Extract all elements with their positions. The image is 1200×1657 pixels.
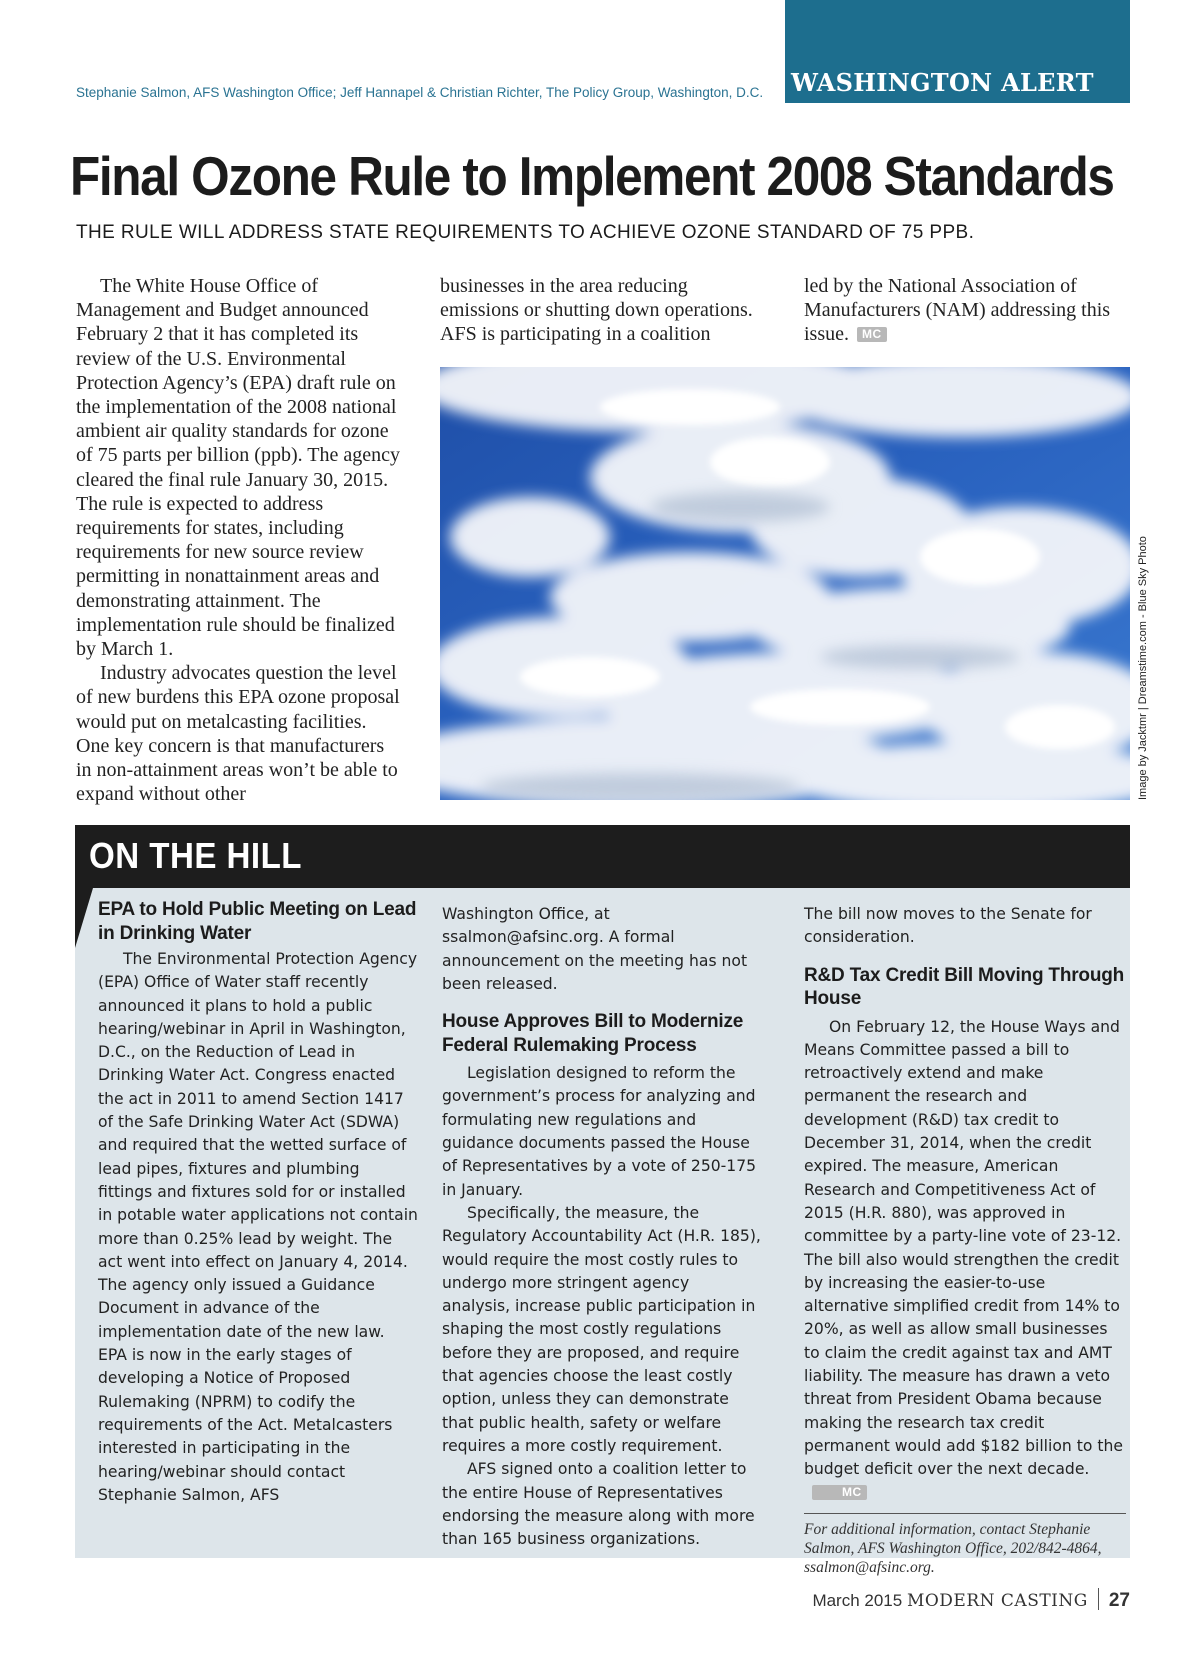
sky-image xyxy=(440,367,1130,800)
footer-separator xyxy=(1098,1588,1099,1610)
article-column-1 xyxy=(76,274,401,806)
article-paragraph: The White House Office of Management and Budget announced February 2 that it has completed its review of the U.S. Environmental Protection Agency’s (EPA) draft rule on the implementation of the 2008 national ambient air quality standards for ozone of 75 parts per billion (ppb). The agency cleared the final rule January 30, 2015. The rule is expected to address requirements for states, including requirements for new source review permitting in nonattainment areas and demonstrating attainment. The implementation rule should be finalized by March 1. xyxy=(76,275,400,661)
divider xyxy=(804,1513,1126,1514)
article-paragraph: businesses in the area reducing emissions or shutting down operations. AFS is participating in a coalition xyxy=(440,275,753,346)
band-wedge xyxy=(75,888,93,948)
article-paragraph xyxy=(804,274,1124,347)
page-footer xyxy=(812,1588,1130,1612)
story-paragraph xyxy=(804,1016,1126,1505)
story-heading: House Approves Bill to Modernize Federal Rulemaking Process xyxy=(442,1011,744,1056)
contact-note: For additional information, contact Stephanie Salmon, AFS Washington Office, 202/842-4864, ssalmon@afsinc.org. xyxy=(804,1520,1102,1576)
mc-end-mark: MC xyxy=(812,1485,867,1500)
story-paragraph: AFS signed onto a coalition letter to the entire House of Representatives endorsing the measure along with more than 165 business organizations. xyxy=(442,1460,755,1549)
story-paragraph: The bill now moves to the Senate for consideration. xyxy=(804,905,1092,947)
byline: Stephanie Salmon, AFS Washington Office; Jeff Hannapel & Christian Richter, The Policy Group, Washington, D.C. xyxy=(76,85,764,100)
section-label: WASHINGTON ALERT xyxy=(791,68,1094,97)
page-number: 27 xyxy=(1108,1590,1130,1611)
story-heading: EPA to Hold Public Meeting on Lead in Drinking Water xyxy=(98,899,417,944)
mc-end-mark: MC xyxy=(857,327,887,342)
story-paragraph: Legislation designed to reform the government’s process for analyzing and formulating new regulations and guidance documents passed the House of Representatives by a vote of 250-175 in January. xyxy=(442,1064,757,1199)
article-column-3 xyxy=(804,274,1124,347)
sky-photo xyxy=(440,367,1130,800)
on-the-hill-band xyxy=(75,825,1130,888)
hill-column-1 xyxy=(98,898,418,1507)
article-paragraph: Industry advocates question the level of new burdens this EPA ozone proposal would put on metalcasting facilities. One key concern is that manufacturers in non-attainment areas won’t be able to expand without other xyxy=(76,662,400,806)
issue-date: March 2015 xyxy=(812,1591,903,1610)
section-tab xyxy=(785,0,1130,103)
photo-credit: Image by Jacktmr | Dreamstime.com - Blue Sky Photo xyxy=(1137,536,1149,800)
story-heading: R&D Tax Credit Bill Moving Through House xyxy=(804,964,1125,1010)
magazine-name: MODERN CASTING xyxy=(906,1591,1088,1611)
on-the-hill-title: ON THE HILL xyxy=(89,835,302,876)
article-column-2 xyxy=(440,274,760,347)
article-ending: led by the National Association of Manufacturers (NAM) addressing this issue. xyxy=(804,275,1111,346)
hill-column-2 xyxy=(442,903,762,1551)
hill-column-3 xyxy=(804,903,1126,1577)
page-subtitle: THE RULE WILL ADDRESS STATE REQUIREMENTS TO ACHIEVE OZONE STANDARD OF 75 PPB. xyxy=(76,222,975,243)
story-paragraph: Specifically, the measure, the Regulatory Accountability Act (H.R. 185), would require the most costly rules to undergo more stringent agency analysis, increase public participation in shaping the most costly regulations before they are proposed, and require that agencies choose the least costly option, unless they can demonstrate that public health, safety or welfare requires a more costly requirement. xyxy=(442,1203,761,1455)
story-text: On February 12, the House Ways and Means Committee passed a bill to retroactively extend and make permanent the research and development (R&D) tax credit to December 31, 2014, when the credit expired. The measure, American Research and Competitiveness Act of 2015 (H.R. 880), was approved in committee by a party-line vote of 23-12. The bill also would strengthen the credit by increasing the easier-to-use alternative simplified credit from 14% to 20%, as well as allow small businesses to claim the credit against tax and AMT liability. The measure has drawn a veto threat from President Obama because making the research tax credit permanent would add $182 billion to the budget deficit over the next decade. xyxy=(804,1017,1123,1479)
story-paragraph: The Environmental Protection Agency (EPA) Office of Water staff recently announced it plans to hold a public hearing/webinar in April in Washington, D.C., on the Reduction of Lead in Drinking Water Act. Congress enacted the act in 2011 to amend Section 1417 of the Safe Drinking Water Act (SDWA) and required that the wetted surface of lead pipes, fixtures and plumbing fittings and fixtures sold for or installed in potable water applications not contain more than 0.25% lead by weight. The act went into effect on January 4, 2014. The agency only issued a Guidance Document in advance of the implementation date of the new law. EPA is now in the early stages of developing a Notice of Proposed Rulemaking (NPRM) to codify the requirements of the Act. Metalcasters interested in participating in the hearing/webinar should contact Stephanie Salmon, AFS xyxy=(98,950,418,1504)
story-paragraph: Washington Office, at ssalmon@afsinc.org. A formal announcement on the meeting has not been released. xyxy=(442,905,748,993)
page-title: Final Ozone Rule to Implement 2008 Standards xyxy=(70,145,1114,207)
